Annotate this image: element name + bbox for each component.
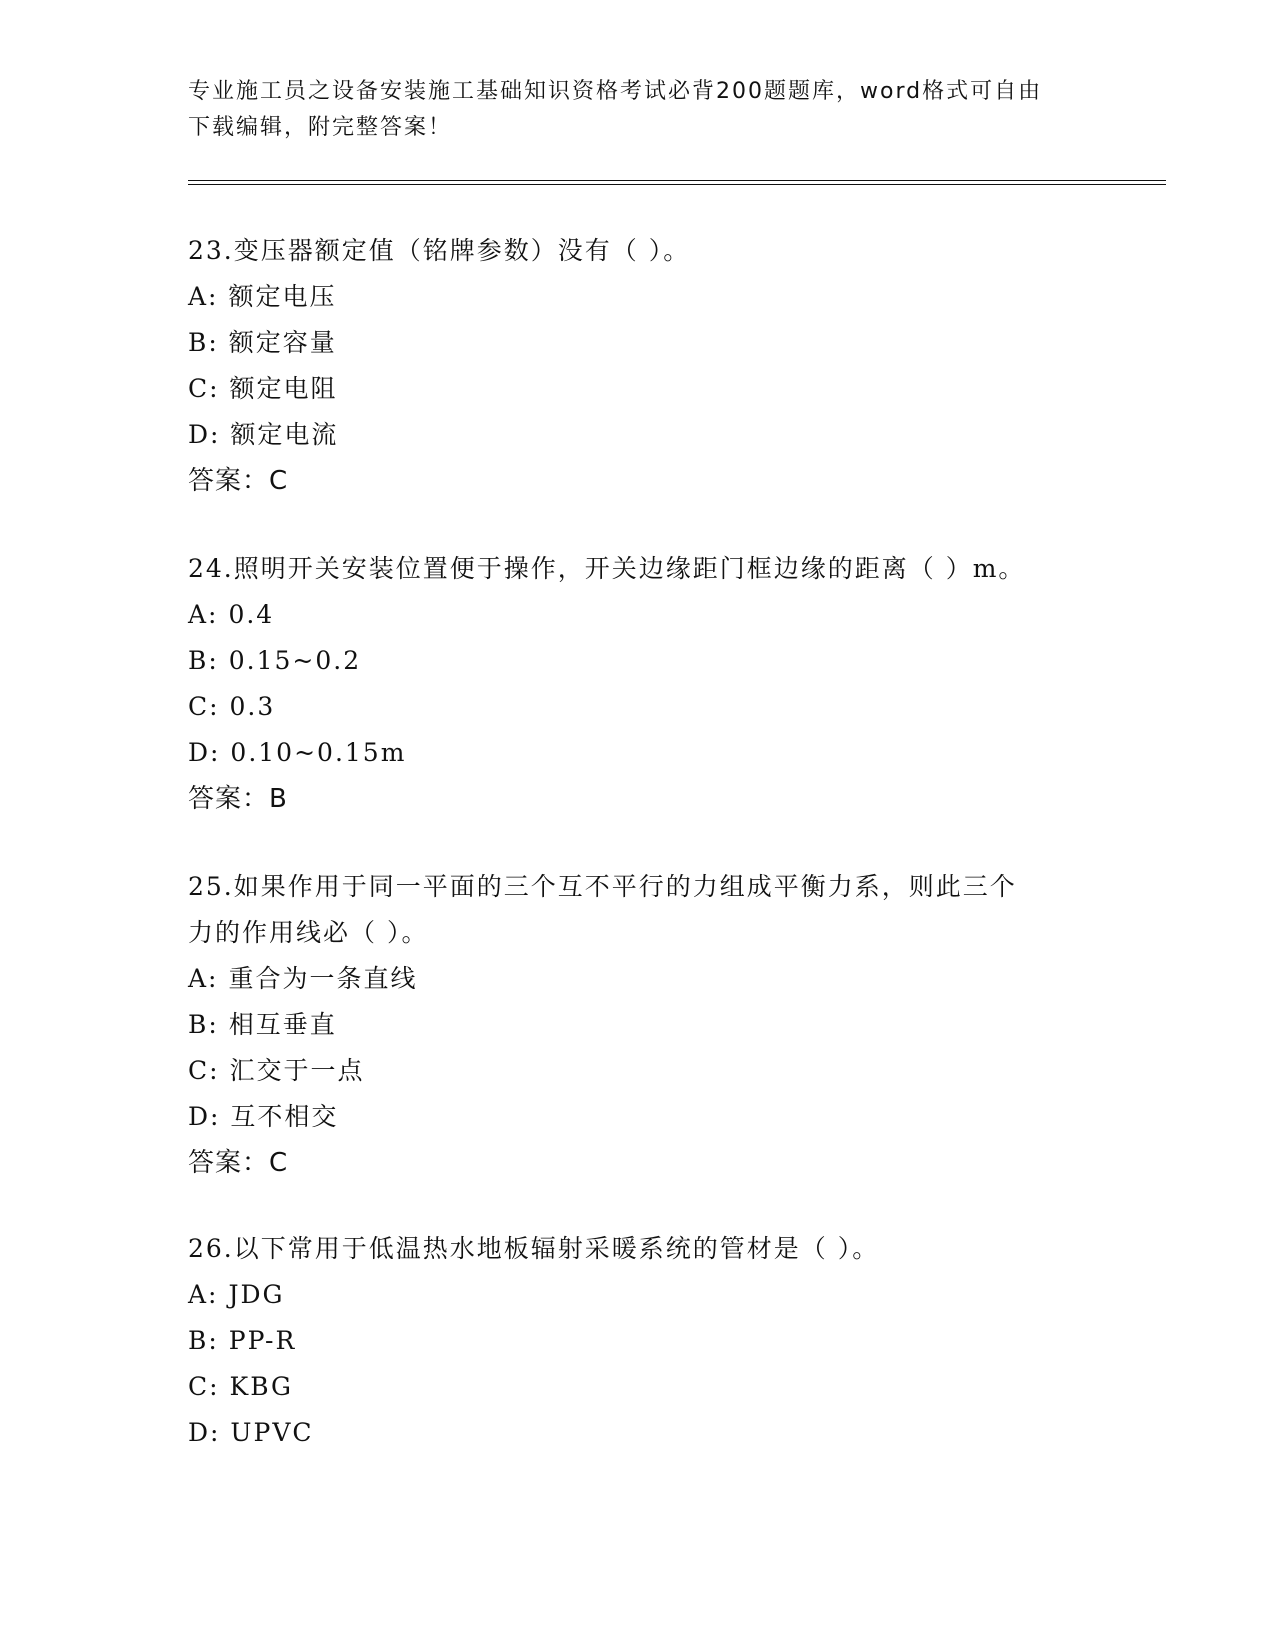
question-number: 26. [188,1234,234,1263]
option-c [188,684,1088,730]
option-key: D: [188,1418,221,1447]
header-divider-bottom [188,184,1166,185]
document-header [188,74,1088,146]
question-stem [188,1226,1088,1272]
option-key: B: [188,328,219,357]
question-23 [188,228,1088,504]
option-key: B: [188,1010,219,1039]
question-text: 变压器额定值（铭牌参数）没有（ ）。 [233,236,691,265]
option-d [188,730,1088,776]
option-c [188,1364,1088,1410]
question-stem [188,228,1088,274]
option-c [188,366,1088,412]
option-text: 额定电阻 [229,374,338,403]
option-key: A: [188,1280,219,1309]
question-stem [188,864,1088,910]
question-25 [188,864,1088,1186]
option-key: C: [188,692,220,721]
option-key: A: [188,600,219,629]
option-key: A: [188,964,219,993]
option-key: A: [188,282,219,311]
option-key: B: [188,1326,219,1355]
option-b [188,638,1088,684]
question-number: 25. [188,872,234,901]
option-a [188,956,1088,1002]
question-number: 24. [188,554,234,583]
option-text: 0.15~0.2 [228,646,362,675]
option-text: JDG [228,1280,285,1309]
option-a [188,274,1088,320]
option-text: KBG [229,1372,293,1401]
option-key: D: [188,1102,221,1131]
header-line-1: 专业施工员之设备安装施工基础知识资格考试必背200题题库，word格式可自由 [188,79,1043,104]
answer-line: 答案：B [188,784,288,814]
question-text: 以下常用于低温热水地板辐射采暖系统的管材是（ ）。 [233,1234,880,1263]
option-text: 0.3 [229,692,276,721]
option-key: D: [188,420,221,449]
option-text: 0.4 [228,600,275,629]
option-text: 额定电流 [230,420,339,449]
option-text: 0.10~0.15m [230,738,407,767]
question-text-line-2: 力的作用线必（ ）。 [188,918,429,947]
answer-line: 答案：C [188,1148,289,1178]
option-a [188,592,1088,638]
option-text: 相互垂直 [228,1010,337,1039]
option-text: UPVC [230,1418,314,1447]
option-text: 互不相交 [230,1102,339,1131]
option-d [188,412,1088,458]
option-text: 重合为一条直线 [228,964,418,993]
question-26 [188,1226,1088,1456]
option-text: PP-R [228,1326,297,1355]
option-key: C: [188,374,220,403]
option-key: C: [188,1372,220,1401]
option-c [188,1048,1088,1094]
option-b [188,1002,1088,1048]
option-text: 额定容量 [228,328,337,357]
header-divider-top [188,180,1166,181]
option-key: D: [188,738,221,767]
option-key: B: [188,646,219,675]
answer-line: 答案：C [188,466,289,496]
option-text: 汇交于一点 [229,1056,365,1085]
option-b [188,320,1088,366]
option-d [188,1410,1088,1456]
option-d [188,1094,1088,1140]
question-stem [188,546,1088,592]
question-text-line-1: 如果作用于同一平面的三个互不平行的力组成平衡力系，则此三个 [233,872,1017,901]
option-a [188,1272,1088,1318]
question-number: 23. [188,236,234,265]
question-24 [188,546,1088,822]
question-text: 照明开关安装位置便于操作，开关边缘距门框边缘的距离（ ）m。 [233,554,1026,583]
header-line-2: 下载编辑，附完整答案！ [188,115,453,140]
option-b [188,1318,1088,1364]
option-key: C: [188,1056,220,1085]
option-text: 额定电压 [228,282,337,311]
